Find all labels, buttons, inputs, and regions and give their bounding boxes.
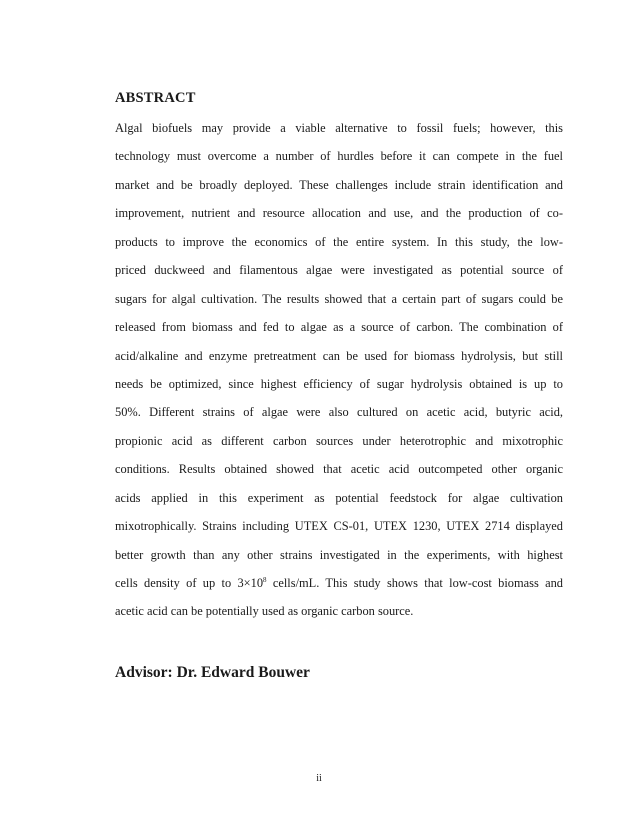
page-number: ii [316,773,322,784]
abstract-line: Algal biofuels may provide a viable alternative to fossil fuels; however, this [115,121,563,135]
abstract-line: sugars for algal cultivation. The results showed that a certain part of sugars could be [115,291,563,306]
advisor-line: Advisor: Dr. Edward Bouwer [115,664,310,681]
abstract-line-last: acetic acid can be potentially used as organic carbon source. [115,604,414,619]
abstract-line: improvement, nutrient and resource allocation and use, and the production of co- [115,206,563,221]
abstract-line: acid/alkaline and enzyme pretreatment can be used for biomass hydrolysis, but still [115,348,563,363]
abstract-line: technology must overcome a number of hurdles before it can compete in the fuel [115,149,563,164]
abstract-line: acids applied in this experiment as potential feedstock for algae cultivation [115,490,563,505]
density-text-before: cells density of up to 3×10 [115,576,264,590]
abstract-line: conditions. Results obtained showed that acetic acid outcompeted other organic [115,462,563,477]
abstract-line: mixotrophically. Strains including UTEX CS-01, UTEX 1230, UTEX 2714 displayed [115,519,563,534]
abstract-line: needs be optimized, since highest efficiency of sugar hydrolysis obtained is up to [115,376,563,391]
abstract-line: priced duckweed and filamentous algae were investigated as potential source of [115,263,563,278]
abstract-heading: ABSTRACT [115,90,196,106]
abstract-line: released from biomass and fed to algae as a source of carbon. The combination of [115,320,563,335]
density-text-after: cells/mL. This study shows that low-cost biomass and [266,576,563,590]
abstract-line: better growth than any other strains investigated in the experiments, with highest [115,547,563,562]
density-exponent: 8 [263,575,267,584]
abstract-line: propionic acid as different carbon sources under heterotrophic and mixotrophic [115,433,563,448]
abstract-line: products to improve the economics of the entire system. In this study, the low- [115,234,563,249]
abstract-line: market and be broadly deployed. These challenges include strain identification and [115,177,563,192]
abstract-line: 50%. Different strains of algae were also cultured on acetic acid, butyric acid, [115,405,563,420]
abstract-line-density [115,569,563,597]
abstract-body [115,114,563,626]
